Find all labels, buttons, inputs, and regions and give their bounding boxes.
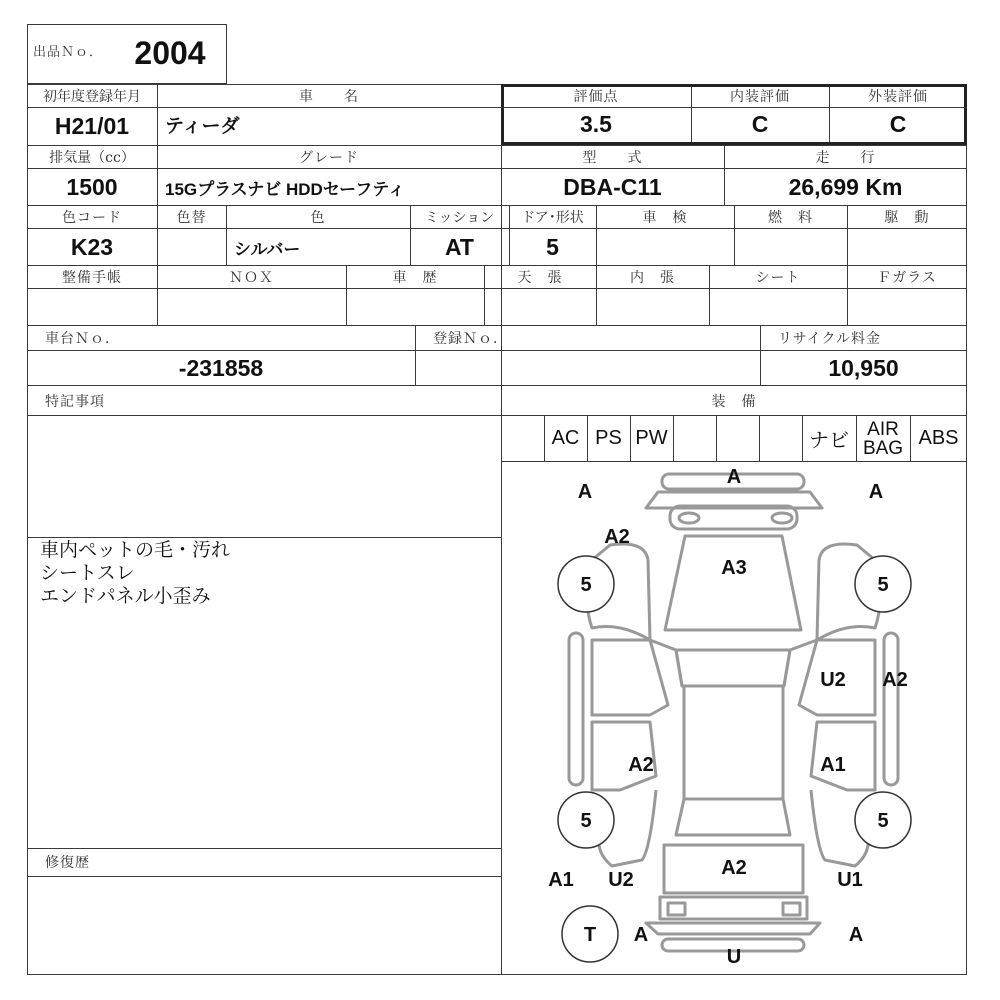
mark-front-left-corner: A: [577, 481, 593, 503]
equipment-abs: ABS: [918, 427, 959, 449]
mark-rear-left-corner: A: [633, 924, 649, 946]
color-code-value: K23: [70, 233, 114, 260]
first-registration-label: 初年度登録年月: [43, 89, 141, 105]
color-value: シルバー: [234, 239, 301, 259]
mark-spare-tire: T: [583, 924, 597, 946]
mark-rear-right-wheel: 5: [877, 810, 889, 832]
mark-left-rear-door: A2: [628, 754, 654, 776]
mark-front-right-corner: A: [868, 481, 884, 503]
mark-left-front-pillar: A2: [604, 526, 630, 548]
mileage-value: 26,699 Km: [788, 173, 903, 200]
equipment-ac: AC: [551, 427, 580, 449]
repair-history-label: 修復歴: [45, 855, 90, 871]
model-label: 型 式: [582, 150, 643, 166]
chassis-value: -231858: [178, 354, 264, 381]
airbag-line-2: BAG: [862, 437, 904, 459]
color-change-label: 色替: [176, 210, 207, 226]
mark-right-front-door: U2: [820, 669, 846, 691]
mark-front-bumper: A: [726, 466, 742, 488]
maintenance-label: 整備手帳: [62, 270, 122, 286]
roof-label: 天 張: [517, 270, 563, 286]
mark-left-rear-panel: U2: [608, 869, 634, 891]
exterior-value: C: [889, 111, 907, 137]
displacement-value: 1500: [66, 173, 118, 200]
mark-front-right-wheel: 5: [877, 574, 889, 596]
lot-number: 2004: [134, 34, 206, 71]
recycle-label: リサイクル料金: [778, 331, 882, 347]
transmission-value: AT: [445, 233, 474, 260]
mark-rear-bumper: U: [726, 946, 742, 968]
mark-right-front-fender: A2: [882, 669, 908, 691]
mark-trunk: A2: [721, 857, 747, 879]
airbag-line-1: AIR: [867, 418, 899, 440]
model-value: DBA-C11: [563, 173, 662, 200]
remark-line-2: シートスレ: [40, 562, 135, 584]
interior-label: 内装評価: [730, 89, 790, 105]
chassis-label: 車台Ｎｏ．: [45, 331, 120, 347]
equipment-label: 装 備: [711, 394, 757, 410]
doors-label: ドア･形状: [521, 210, 584, 226]
mark-right-rear-door: A1: [820, 754, 846, 776]
lot-number-label: 出品Ｎｏ．: [33, 44, 104, 60]
color-label: 色: [310, 210, 326, 226]
recycle-value: 10,950: [828, 354, 899, 381]
inspection-label: 車 検: [642, 210, 688, 226]
remark-line-3: エンドパネル小歪み: [40, 585, 211, 607]
drive-label: 駆 動: [884, 210, 930, 226]
seat-label: シート: [755, 270, 801, 286]
mark-front-left-wheel: 5: [580, 574, 592, 596]
remark-line-1: 車内ペットの毛・汚れ: [40, 539, 231, 561]
grade-label: グレード: [299, 150, 359, 166]
equipment-ps: PS: [595, 427, 622, 449]
front-glass-label: Ｆガラス: [877, 270, 937, 286]
nox-label: ＮＯＸ: [229, 270, 274, 286]
grade-value: 15Gプラスナビ HDDセーフティ: [165, 179, 405, 199]
fuel-label: 燃 料: [768, 210, 813, 226]
first-registration-value: H21/01: [54, 113, 130, 139]
car-name-value: ティーダ: [165, 116, 240, 137]
mark-left-rear-quarter: A1: [548, 869, 574, 891]
registration-label: 登録Ｎｏ．: [433, 331, 508, 347]
mark-right-rear-quarter: U1: [837, 869, 863, 891]
color-code-label: 色コード: [62, 210, 122, 226]
transmission-label: ミッション: [424, 210, 495, 226]
interior-value: C: [751, 111, 769, 137]
equipment-navi: ナビ: [809, 430, 849, 452]
equipment-pw: PW: [635, 427, 668, 449]
car-name-label: 車 名: [299, 89, 359, 105]
mark-rear-left-wheel: 5: [580, 810, 592, 832]
exterior-label: 外装評価: [868, 89, 928, 105]
doors-value: 5: [546, 233, 559, 260]
score-value: 3.5: [580, 111, 612, 137]
mileage-label: 走 行: [815, 150, 876, 166]
remarks-label: 特記事項: [45, 394, 105, 410]
mark-rear-right-corner: A: [848, 924, 864, 946]
displacement-label: 排気量（cc）: [49, 150, 135, 166]
history-label: 車 歴: [392, 270, 438, 286]
mark-hood: A3: [721, 557, 747, 579]
inner-label: 内 張: [630, 270, 675, 286]
score-label: 評価点: [573, 89, 619, 105]
